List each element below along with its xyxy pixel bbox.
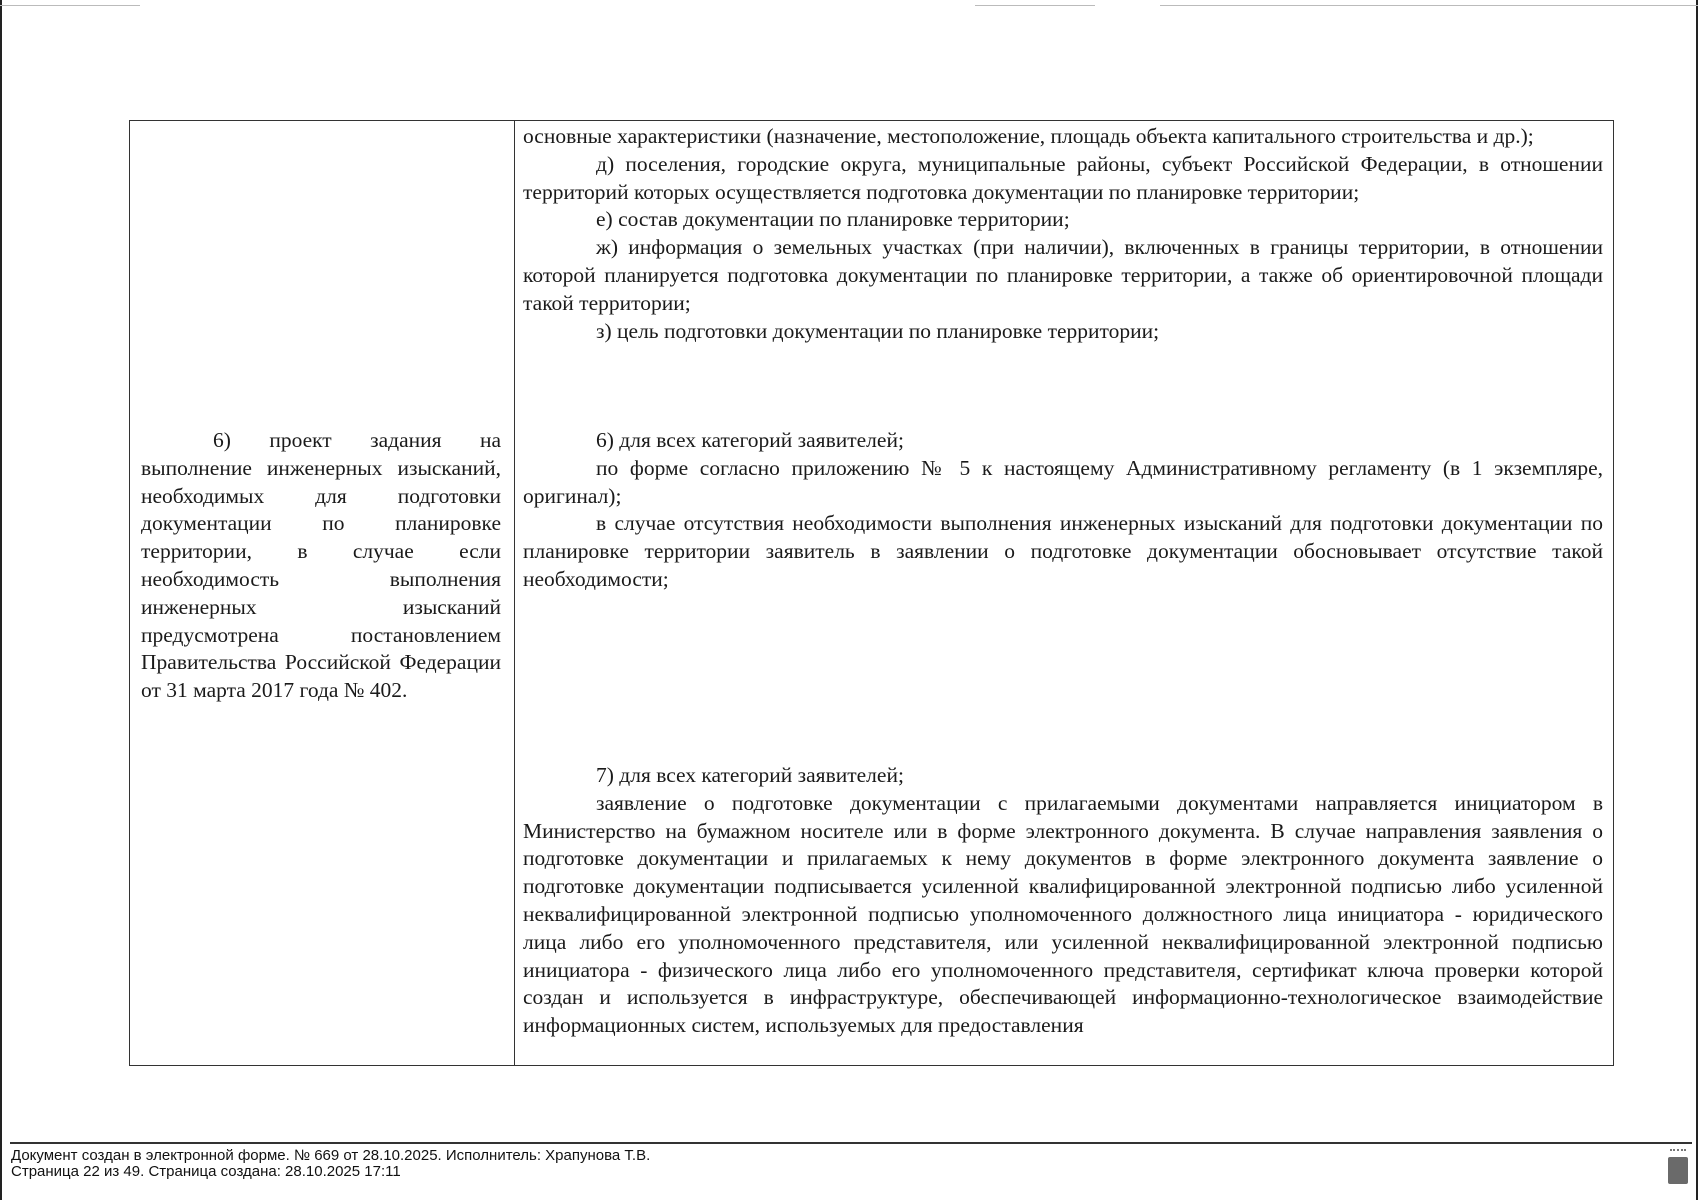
paragraph: в случае отсутствия необходимости выполнения инженерных изысканий для подготовки документации по планировке территории заявитель в заявлении о подготовке документации обосновывает отсутствие такой необходимости; [523,511,1603,591]
paragraph: основные характеристики (назначение, местоположение, площадь объекта капитального строительства и др.); [523,124,1534,148]
document-footer [11,1148,650,1180]
paragraph: ж) информация о земельных участках (при наличии), включенных в границы территории, в отношении которой планируется подготовка документации по планировке территории, а также об ориентировочной площади такой территории; [523,235,1603,315]
paragraph: заявление о подготовке документации с прилагаемыми документами направляется инициатором в Министерство на бумажном носителе или в форме электронного документа. В случае направления заявления о подготовке документации и прилагаемых к нему документов в форме электронного документа заявление о подготовке документации подписывается усиленной квалифицированной электронной подписью либо усиленной неквалифицированной электронной подписью уполномоченного должностного лица инициатора - юридического лица либо его уполномоченного представителя, или усиленной неквалифицированной электронной подписью инициатора - физического лица либо его уполномоченного представителя, сертификат ключа проверки которой создан и используется в инфраструктуре, обеспечивающей информационно-технологическое взаимодействие информационных систем, используемых для предоставления [523,790,1603,1038]
paragraph: по форме согласно приложению № 5 к настоящему Административному регламенту (в 1 экземпляре, оригинал); [523,455,1603,508]
scan-line-top [1160,5,1698,6]
paragraph: з) цель подготовки документации по планировке территории; [596,318,1160,343]
left-cell-text: 6) проект задания на выполнение инженерных изысканий, необходимых для подготовки документации по планировке территории, в случае если необходимость выполнения инженерных изысканий предусмотрена постановлением Правительства Российской Федерации от 31 марта 2017 года № 402. [141,428,501,703]
footer-line-page: Страница 22 из 49. Страница создана: 28.10.2025 17:11 [11,1163,401,1180]
footer-line-document: Документ создан в электронной форме. № 669 от 28.10.2025. Исполнитель: Храпунова Т.В. [11,1147,651,1164]
document-table [129,120,1614,1066]
right-cell-top-block [523,123,1603,345]
scan-line-top [975,5,1095,6]
footer-divider [10,1142,1692,1144]
paragraph: 7) для всех категорий заявителей; [596,763,904,787]
paragraph: е) состав документации по планировке территории; [596,207,1070,232]
scan-line-top [0,5,140,6]
paragraph: 6) для всех категорий заявителей; [596,428,904,452]
table-left-cell [130,121,515,1065]
scan-corner-mark [1668,1157,1688,1184]
scan-border-left [0,0,2,1200]
right-cell-middle-block [523,427,1603,594]
table-right-cell [515,121,1613,1065]
paragraph: д) поселения, городские округа, муниципальные районы, субъект Российской Федерации, в отношении территорий которых осуществляется подготовка документации по планировке территории; [523,151,1603,204]
right-cell-bottom-block [523,762,1603,1040]
